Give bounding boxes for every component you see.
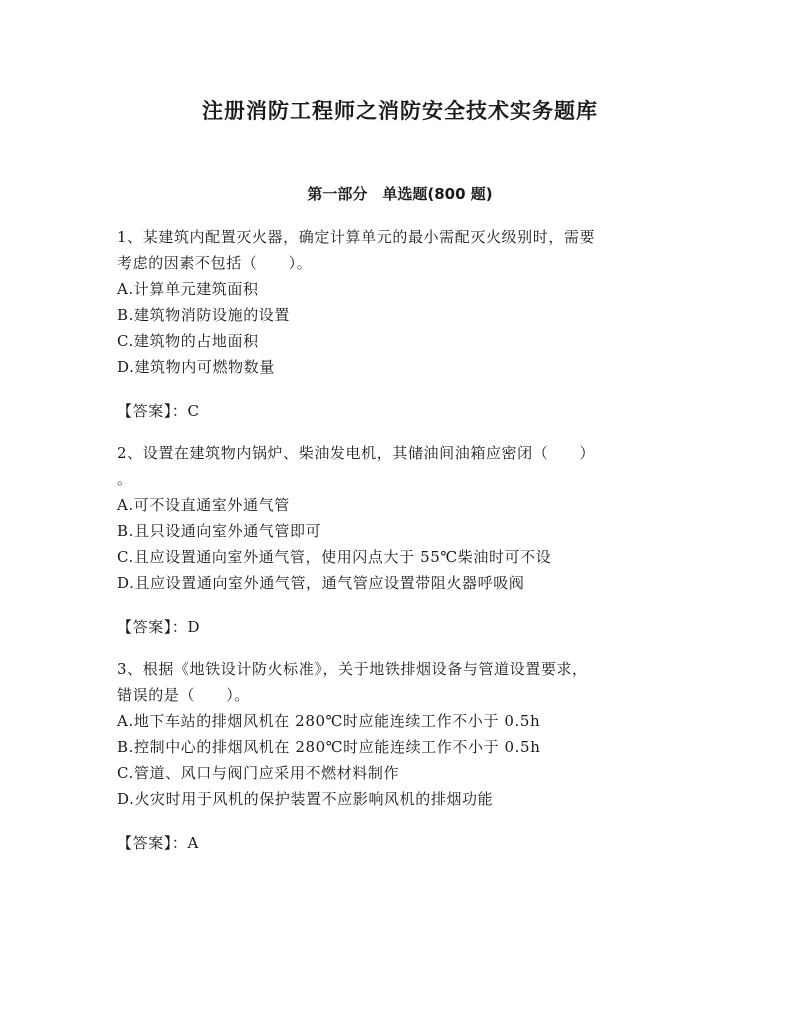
question-stem-line: 3、根据《地铁设计防火标准》，关于地铁排烟设备与管道设置要求，: [117, 660, 588, 678]
answer-value: C: [187, 402, 200, 420]
question-stem-line: 1、某建筑内配置灭火器，确定计算单元的最小需配灭火级别时，需要: [117, 228, 596, 246]
answer-label: 【答案】：: [117, 618, 188, 636]
answer-label: 【答案】：: [117, 834, 188, 852]
option-a: A.计算单元建筑面积: [117, 280, 259, 298]
question-list: [117, 224, 687, 872]
option-b: B.且只设通向室外通气管即可: [117, 522, 322, 540]
answer-value: A: [187, 834, 199, 852]
question-2: [117, 440, 687, 640]
option-d: D.且应设置通向室外通气管，通气管应设置带阻火器呼吸阀: [117, 574, 525, 592]
answer-line: [117, 830, 687, 856]
question-stem-line: 。: [117, 470, 133, 488]
question-3: [117, 656, 687, 856]
answer-line: [117, 614, 687, 640]
answer-line: [117, 398, 687, 424]
section-title: 第一部分 单选题(800 题): [307, 185, 493, 203]
option-b: B.控制中心的排烟风机在 280℃时应能连续工作不小于 0.5h: [117, 738, 541, 756]
option-c: C.且应设置通向室外通气管，使用闪点大于 55℃柴油时可不设: [117, 548, 552, 566]
question-stem-line: 2、设置在建筑物内锅炉、柴油发电机，其储油间油箱应密闭（ ）: [117, 444, 596, 462]
option-d: D.建筑物内可燃物数量: [117, 358, 275, 376]
answer-value: D: [187, 618, 201, 636]
option-d: D.火灾时用于风机的保护装置不应影响风机的排烟功能: [117, 790, 494, 808]
question-1: [117, 224, 687, 424]
option-a: A.地下车站的排烟风机在 280℃时应能连续工作不小于 0.5h: [117, 712, 541, 730]
question-stem-line: 考虑的因素不包括（ ）。: [117, 254, 313, 272]
answer-label: 【答案】：: [117, 402, 188, 420]
document-title: 注册消防工程师之消防安全技术实务题库: [202, 99, 598, 123]
option-c: C.建筑物的占地面积: [117, 332, 259, 350]
option-a: A.可不设直通室外通气管: [117, 496, 290, 514]
option-c: C.管道、风口与阀门应采用不燃材料制作: [117, 764, 400, 782]
option-b: B.建筑物消防设施的设置: [117, 306, 290, 324]
question-stem-line: 错误的是（ ）。: [117, 686, 250, 704]
